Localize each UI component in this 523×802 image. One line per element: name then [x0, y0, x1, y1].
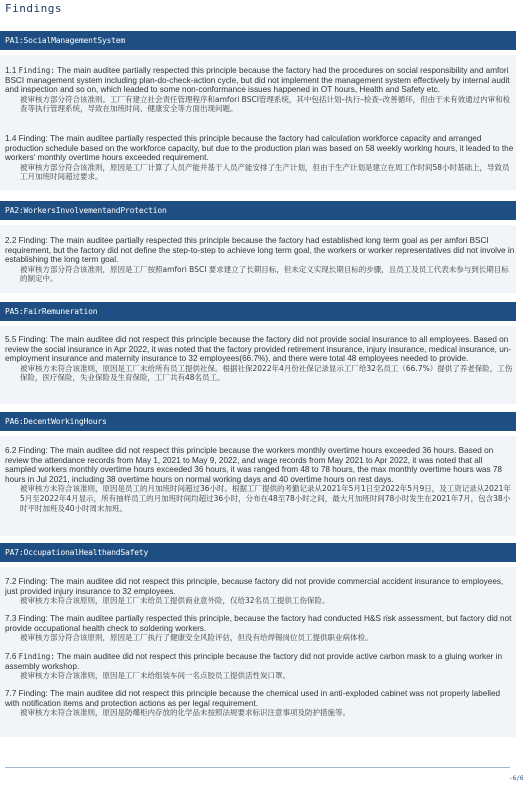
- finding-text-cn: 被审核方部分符合该准则。工厂有建立社会责任管理程序和amfori BSCI管理系统，其中包括计划–执行–检查–改善循环，但由于未有效通过内审和检查等执行管理系统，导致在加班时间、健康安全等方面出现问题。: [20, 94, 511, 114]
- finding-text-cn: 被审核方未符合该准则，原因是工厂未给所有员工提供社保。根据社保2022年4月份社保记录显示工厂给32名员工（66.7%）提供了养老保险，工伤保险，医疗保险，失业保险及生育保险，工厂共有48名员工。: [20, 363, 513, 383]
- finding-label: Finding:: [18, 689, 48, 698]
- finding-text: The main auditee did not respect this principle because the factory did not provide social insurance to all employees. Based on review the social insurance in Apr 2022, it was noted that the factory provided retirement insurance, injury insurance, medical insurance, un-employment insurance and maternity insurance to 32 employees(66.7%), and there were total 48 employees needed to provide.: [5, 335, 512, 364]
- finding-number: 7.6: [5, 652, 17, 661]
- finding-text: The main auditee did not respect this principle because the workers monthly overtime hours exceeded 36 hours. Based on review the attendance records from May 1, 2021 to May 9, 2022, and wage records from May 2021 to Apr 2022, it was noted that all sampled workers monthly overtime hours exceeded 36 hours, it was ranged from 48 to 78 hours, the max monthly overtime hours was 78 hours in Jul 2021, including 38 overtime hours on normal working days and 40 overtime hours on rest days.: [5, 446, 502, 484]
- finding-text: The main auditee partially respected this principle because the factory had the procedures on social responsibility and amfori BSCI management system including plan-do-check-action cycle, but did not implement the management system effectively by internal audit and inspection and so on, which leaded to some non-conformance issues happened in OT hours, Health and Safety etc.: [5, 66, 510, 95]
- section-header-pa2: PA2:WorkersInvolvementandProtection: [0, 201, 516, 220]
- finding-label: Finding:: [18, 446, 48, 455]
- finding-text: The main auditee partially respected this principle because the factory had established long term goal as per amfori BSCI requirement, but the factory did not define the step-to-step to achieve long term goal, the workers or worker representatives did not involve in establishing the long term goal.: [5, 236, 515, 265]
- page-number: -6/6: [509, 775, 523, 782]
- finding-1-4: [5, 134, 515, 182]
- finding-number: 7.7: [5, 689, 17, 698]
- finding-label: Finding:: [18, 66, 55, 75]
- finding-text-cn: 被审核方未符合该准则，原因是工厂未给组装车间一名点胶员工提供活性炭口罩。: [20, 671, 290, 681]
- finding-7-2: [5, 577, 515, 606]
- finding-text: The main auditee did not respect this principle because the chemical used in anti-exploded cabinet was not properly labelled with notification items and protection actions as per legal requirement.: [5, 689, 501, 708]
- finding-6-2: [5, 446, 515, 513]
- finding-text-cn: 被审核方未符合该原则，原因是工厂未给员工提供商业意外险，仅给32名员工提供工伤保险。: [20, 596, 330, 606]
- finding-text: The main auditee partially respected this principle because the factory had calculation workforce capacity and arranged production schedule based on the workforce capacity, but due to the production plan was based on 58 weekly working hours, it leaded to the workers' monthly overtime hours exceeded requirement.: [5, 134, 514, 163]
- finding-text-cn: 被审核方未符合该准则，原因是员工的月加班时间超过36小时。根据工厂提供的考勤记录从2021年5月1日至2022年5月9日，及工资记录从2021年5月至2022年4月显示，所有抽样员工的月加班时间均超过36小时，分布在48至78小时之间，最大月加班时间78小时发生在2021年7月，包含38小时平时加班及40小时周末加班。: [20, 484, 511, 513]
- finding-number: 6.2: [5, 446, 17, 455]
- section-header-pa6: PA6:DecentWorkingHours: [0, 412, 516, 431]
- finding-7-6: [5, 652, 515, 681]
- finding-text-cn: 被审核方部分符合该准则，原因是工厂计算了人员产能并基于人员产能安排了生产计划，但由于生产计划是建立在周工作时间58小时基础上，导致员工月加班时间超过要求。: [20, 162, 510, 182]
- finding-number: 1.4: [5, 134, 17, 143]
- finding-7-7: [5, 689, 515, 718]
- finding-number: 5.5: [5, 335, 17, 344]
- finding-label: Finding:: [18, 577, 48, 586]
- finding-label: Finding:: [18, 236, 48, 245]
- finding-label: Finding:: [18, 652, 55, 661]
- section-header-pa5: PA5:FairRemuneration: [0, 302, 516, 321]
- finding-number: 7.2: [5, 577, 17, 586]
- finding-1-1: [5, 66, 515, 114]
- finding-label: Finding:: [18, 134, 48, 143]
- finding-text-cn: 被审核方未符合该准则，原因是防爆柜内存放的化学品未按照法规要求标识注意事项及防护措施等。: [20, 708, 350, 718]
- finding-text: The main auditee did not respect this principle, because factory did not provide commercial accident insurance to employees, just provided injury insurance to 32 employees.: [5, 577, 504, 596]
- finding-2-2: [5, 236, 515, 284]
- finding-text-cn: 被审核方部分符合该原则，原因是工厂执行了健康安全风险评估，但没有给焊锡岗位员工提供职业病体检。: [20, 633, 373, 643]
- finding-7-3: [5, 614, 515, 643]
- finding-label: Finding:: [18, 614, 48, 623]
- finding-text: The main auditee did not respect this principle because the factory did not provide active carbon mask to a gluing worker in assembly workshop.: [5, 652, 503, 671]
- finding-number: 1.1: [5, 66, 17, 75]
- finding-number: 2.2: [5, 236, 17, 245]
- section-header-pa1: PA1:SocialManagementSystem: [0, 31, 516, 50]
- finding-5-5: [5, 335, 515, 383]
- finding-text: The main auditee partially respected this principle, because the factory had conducted H&S risk assessment, but factory did not provide occupational health check to soldering workers.: [5, 614, 512, 633]
- section-header-pa7: PA7:OccupationalHealthandSafety: [0, 543, 516, 562]
- finding-number: 7.3: [5, 614, 17, 623]
- footer-divider: [5, 767, 510, 768]
- finding-label: Finding:: [18, 335, 48, 344]
- page-title: Findings: [5, 2, 62, 15]
- finding-text-cn: 被审核方部分符合该准则，原因是工厂按照amfori BSCI 要求建立了长期目标，但未定义实现长期目标的步骤，且员工及员工代表未参与到长期目标的制定中。: [20, 264, 509, 284]
